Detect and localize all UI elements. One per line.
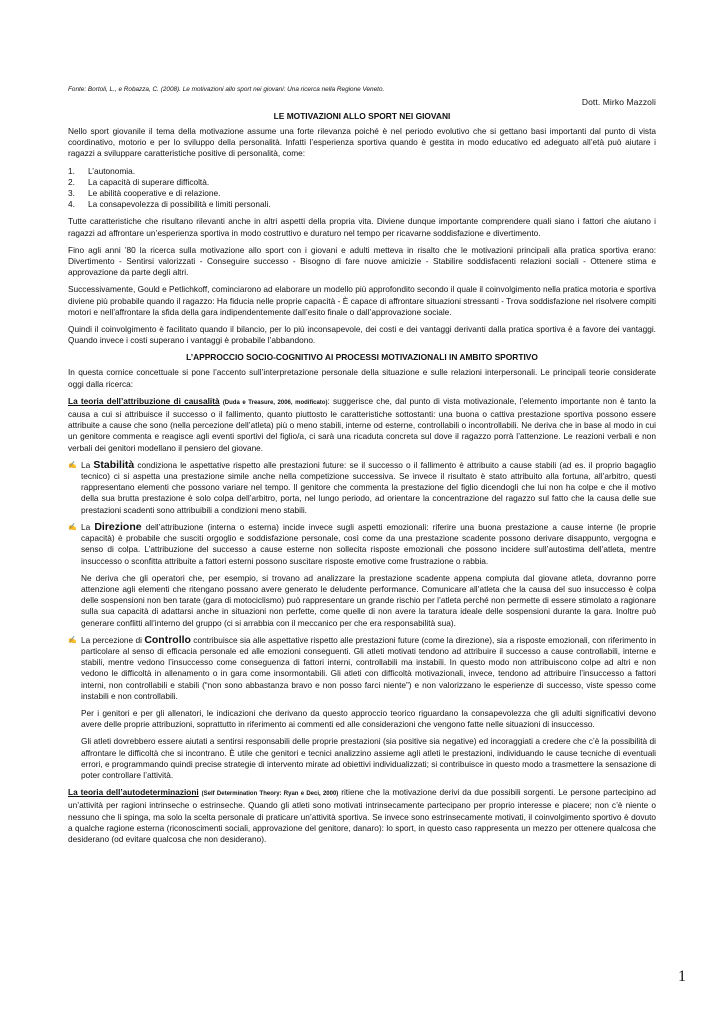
keyword: Controllo <box>144 633 191 646</box>
selfdet-reference: (Self Determination Theory: Ryan e Deci, 2000) <box>201 791 339 798</box>
paragraph: In questa cornice concettuale si pone l’accento sull’interpretazione personale della situazione e sulle relazioni interpersonali. Le principali teorie considerate oggi dalla ricerca: <box>68 367 656 389</box>
paragraph: Tutte caratteristiche che risultano rilevanti anche in altri aspetti della propria vita. Diviene dunque importante comprendere quali siano i fattori che aiutano i ragazzi ad affrontare un’esperienza sportiva in modo costruttivo e duraturo nel tempo per ricavarne soddisfazione e divertimento. <box>68 216 656 238</box>
writing-hand-icon: ✍ <box>68 636 77 644</box>
list-item: 1. L’autonomia. <box>68 165 136 176</box>
paragraph: Gli atleti dovrebbero essere aiutati a sentirsi responsabili delle proprie prestazioni (sia positive sia negative) ed incoraggiati a credere che c’è la possibilità di affrontare le difficoltà che si incontrano. È utile che genitori e tecnici analizzino assieme agli atleti le prestazioni, individuando le cause tecniche di eventuali errori, e programmando quindi precise strategie di intervento mirate ad obiettivi individualizzati; si contribuisce in questo modo a trasmettere la sensazione di poter controllare l’attività. <box>81 736 656 780</box>
list-item: 4. La consapevolezza di possibilità e limiti personali. <box>68 199 271 210</box>
list-item: 3. Le abilità cooperative e di relazione. <box>68 188 221 199</box>
source-citation: Fonte: Bortoli, L., e Robazza, C. (2008). Le motivazioni allo sport nei giovani: Una ricerca nella Regione Veneto. <box>68 86 385 93</box>
selfdet-paragraph: La teoria dell’autodeterminazioni (Self Determination Theory: Ryan e Deci, 2000) ritiene che la motivazione derivi da due possibili sorgenti. Le persone partecipino ad un’attività per ragioni intrinseche o estrinseche. Quando gli atleti sono motivati intrinsecamente partecipano per proprio interesse e piacere; non c’è niente o nessuno che li spinga, ma solo la scelta personale di praticare un’attività sportiva. Se invece sono estrinsecamente motivati, il coinvolgimento sportivo è dovuto a qualche ragione esterna (riconoscimenti sociali, approvazione del genitore, danaro): lo sport, in questo caso rappresenta un mezzo per ottenere qualcosa che desiderano (od evitare qualcosa che non desiderano). <box>68 787 657 844</box>
writing-hand-icon: ✍ <box>68 523 77 531</box>
bullet-direzione: ✍ La Direzione dell’attribuzione (interna o esterna) incide invece sugli aspetti emozionali: riferire una buona prestazione a cause interne (le proprie capacità) è probabile che susciti orgoglio e soddisfazione personale, così come da una prestazione scadente possono derivare disappunto, vergogna e senso di colpa. L’attribuzione del successo a cause esterne non sollecita risposte emozionali che possono incidere sull’autostima dell’atleta, mentre insuccesso o sconfitta attribuite a fattori esterni possono suscitare risposte emotive come frustrazione o rabbia. <box>68 520 656 566</box>
paragraph: Fino agli anni ’80 la ricerca sulla motivazione allo sport con i giovani e adulti metteva in risalto che le motivazioni principali alla pratica sportiva erano: Divertimento - Sentirsi valorizzati - Conseguire successo - Bisogno di fare nuove amicizie - Stabilire soddisfacenti relazioni sociali - Ottenere stima e approvazione da parte degli altri. <box>68 244 656 278</box>
bullet-controllo: ✍ La percezione di Controllo contribuisce sia alle aspettative rispetto alle prestazioni future (come la direzione), sia a risposte emozionali, con riferimento in particolare al senso di efficacia personale ed alle emozioni conseguenti. Gli atleti motivati tendono ad attribuire il successo a cause controllabili, interne e stabili, mentre vedono l’insuccesso come conseguenza di fattori interni, controllabili ma instabili. In questo modo non attribuiscono colpe ad altri e non vedono le difficoltà in allenamento o in gara come insormontabili. Gli atleti con difficoltà motivazionali, invece, tendono ad attribuire l’insuccesso a fattori interni, non controllabili e stabili (“non sono abbastanza bravo e non posso farci niente”) e non valorizzano le esperienze di successo, viste spesso come instabili e non controllabili. <box>68 633 656 701</box>
causality-heading: La teoria dell’attribuzione di causalità <box>68 395 220 406</box>
paragraph: Ne deriva che gli operatori che, per esempio, si trovano ad analizzare la prestazione scadente appena compiuta dal giovane atleta, dovranno porre attenzione agli elementi che ritengano possano avere generato le deludente performance. Comunicare all’atleta che la causa del suo insuccesso è colpa delle sospensioni non ben tarate (gara di motociclismo) può rappresentare un grande rischio per l’atleta perché non permette di essere stimolato a ragionare sulla sua capacità di adattarsi anche in situazioni non perfette, come quelle di non avere la taratura ideale delle sospensioni durante la gara. Inoltre può generare conflitti all’interno del gruppo (ci si arrabbia con il meccanico per che era responsabilità sua). <box>81 572 656 628</box>
selfdet-heading: La teoria dell’autodeterminazioni <box>68 787 199 798</box>
document-title: LE MOTIVAZIONI ALLO SPORT NEI GIOVANI <box>273 111 451 121</box>
traits-list <box>68 166 656 211</box>
list-item: 2. La capacità di superare difficoltà. <box>68 176 210 187</box>
page-number: 1 <box>678 968 686 985</box>
paragraph: Successivamente, Gould e Petlichkoff, cominciarono ad elaborare un modello più approfondito secondo il quale il coinvolgimento nella pratica motoria e sportiva diviene più probabile quando il ragazzo: Ha fiducia nelle proprie capacità - È capace di affrontare situazioni stressanti - Trova soddisfazione nel risolvere compiti motori e nell’affrontare la sfida della gara indipendentemente dall’esito finale o dall’approvazione sociale. <box>68 284 656 317</box>
section-title: L’APPROCCIO SOCIO-COGNITIVO AI PROCESSI MOTIVAZIONALI IN AMBITO SPORTIVO <box>186 352 538 363</box>
document-body <box>68 86 656 851</box>
writing-hand-icon: ✍ <box>68 461 77 469</box>
intro-paragraph: Nello sport giovanile il tema della motivazione assume una forte rilevanza poiché è nel periodo evolutivo che si gettano basi importanti dal punto di vista coordinativo, motorio e per lo sviluppo della personalità. Infatti l’esperienza sportiva quando è gestita in modo educativo ed adeguato all’età può aiutare i ragazzi a sviluppare caratteristiche positive di personalità, come: <box>68 126 656 159</box>
keyword: Stabilità <box>93 458 135 471</box>
causality-reference: (Duda e Treasure, 2006, modificato) <box>222 399 328 406</box>
causality-paragraph: La teoria dell’attribuzione di causalità (Duda e Treasure, 2006, modificato): suggerisce che, dal punto di vista motivazionale, l’elemento importante non è tanto la causa a cui si attribuisce il successo o il fallimento, quanto piuttosto le caratteristiche sottostanti: una buona o cattiva prestazione sportiva possono essere attribuite a cause che sono (nella percezione dell’atleta) più o meno stabili, interne od esterne, controllabili o incontrollabili. Ne deriva che in base al modo in cui un genitore commenta e reagisce agli eventi sportivi del figlio/a, ci sarà una ricaduta concreta sul dove il ragazzo porrà l’attenzione. Le reazioni verbali e non verbali dei genitori modellano il pensiero del giovane. <box>68 395 656 453</box>
author-name: Dott. Mirko Mazzoli <box>581 97 656 107</box>
keyword: Direzione <box>94 520 142 533</box>
paragraph: Per i genitori e per gli allenatori, le indicazioni che derivano da questo approccio teorico riguardano la consapevolezza che gli adulti significativi devono avere delle proprie attribuzioni, soprattutto in riferimento ai commenti ed alle considerazioni che vengono fatte nelle situazioni di insuccesso. <box>81 707 656 730</box>
bullet-stabilita: ✍ La Stabilità condiziona le aspettative rispetto alle prestazioni future: se il successo o il fallimento è attribuito a cause stabili (ad es. il proprio bagaglio tecnico) ci si aspetta una prestazione simile anche nella competizione successiva. Se invece il risultato è stato attribuito alla fortuna, all’arbitro, questi rappresentano elementi che possono variare nel tempo. Il genitore che commenta la prestazione del figlio dicendogli che lui non ha colpe e che il motivo della sua brutta prestazione è solo colpa dell’arbitro, porta, nel lungo periodo, ad orientare la concentrazione del ragazzo sul fatto che la causa delle sue prestazioni scadenti sono attribuibili a condizioni meno stabili. <box>68 458 656 515</box>
paragraph: Quindi il coinvolgimento è facilitato quando il bilancio, per lo più inconsapevole, dei costi e dei vantaggi derivanti dalla pratica sportiva è a favore dei vantaggi. Quando invece i costi superano i vantaggi è probabile l’abbandono. <box>68 324 656 346</box>
